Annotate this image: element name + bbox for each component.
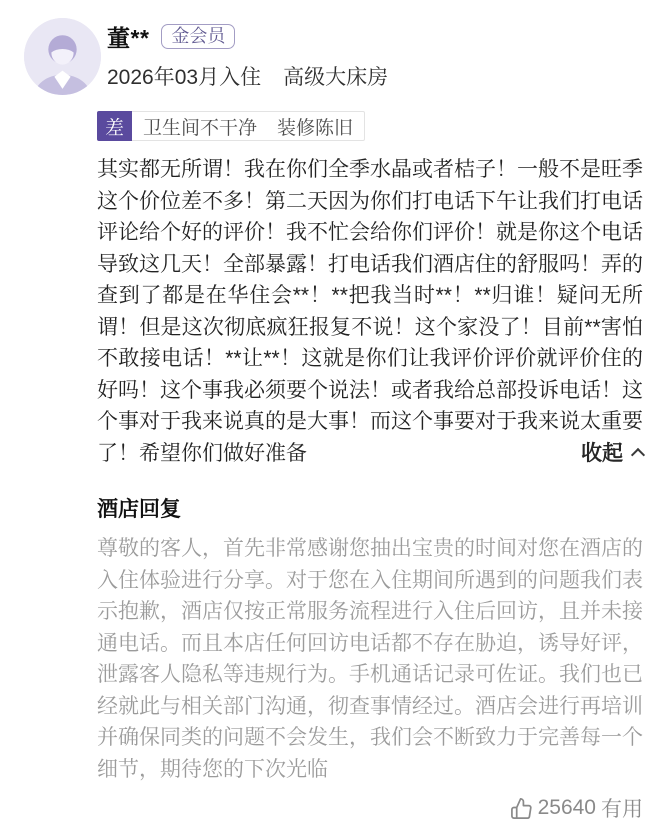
hotel-reply-title: 酒店回复 xyxy=(97,498,181,521)
user-avatar-icon xyxy=(24,18,101,95)
helpful-count: 25640 xyxy=(537,796,596,819)
chevron-up-icon xyxy=(631,448,645,462)
review-tags xyxy=(132,111,365,141)
helpful-button[interactable] xyxy=(97,793,643,823)
hotel-reply-text: 尊敬的客人，首先非常感谢您抽出宝贵的时间对您在酒店的入住体验进行分享。对于您在入住期间所遇到的问题我们表示抱歉，酒店仅按正常服务流程进行入住后回访，且并未接通电话。而且本店任何回访电话都不存在胁迫，诱导好评，泄露客人隐私等违规行为。手机通话记录可佐证。我们也已经就此与相关部门沟通，彻查事情经过。酒店会进行再培训并确保同类的问题不会发生，我们会不断致力于完善每一个细节，期待您的下次光临 xyxy=(97,537,643,781)
review-body xyxy=(97,154,643,469)
rating-badge: 差 xyxy=(97,111,132,141)
thumbs-up-icon xyxy=(510,797,533,820)
tag-item: 装修陈旧 xyxy=(277,117,354,139)
avatar xyxy=(24,18,101,95)
helpful-label: 有用 xyxy=(601,798,643,821)
stay-date: 2026年03月入住 xyxy=(107,66,262,89)
username: 董** xyxy=(107,24,150,51)
rating-tag-group xyxy=(97,111,365,141)
collapse-button[interactable] xyxy=(567,438,643,470)
review-text: 其实都无所谓！我在你们全季水晶或者桔子！一般不是旺季这个价位差不多！第二天因为你们打电话下午让我们打电话评论给个好的评价！我不忙会给你们评价！就是你这个电话导致这几天！全部暴露！打电话我们酒店住的舒服吗！弄的查到了都是在华住会**！**把我当时**！**归谁！疑问无所谓！但是这次彻底疯狂报复不说！这个家没了！目前**害怕不敢接电话！**让**！这就是你们让我评价评价就评价住的好吗！这个事我必须要个说法！或者我给总部投诉电话！这个事对于我来说真的是大事！而这个事要对于我来说太重要了！希望你们做好准备 xyxy=(97,158,643,465)
tag-item: 卫生间不干净 xyxy=(143,117,258,139)
member-level-badge: 金会员 xyxy=(161,24,235,49)
review-header xyxy=(107,20,643,91)
room-type: 高级大床房 xyxy=(283,66,389,89)
collapse-label: 收起 xyxy=(581,441,623,465)
